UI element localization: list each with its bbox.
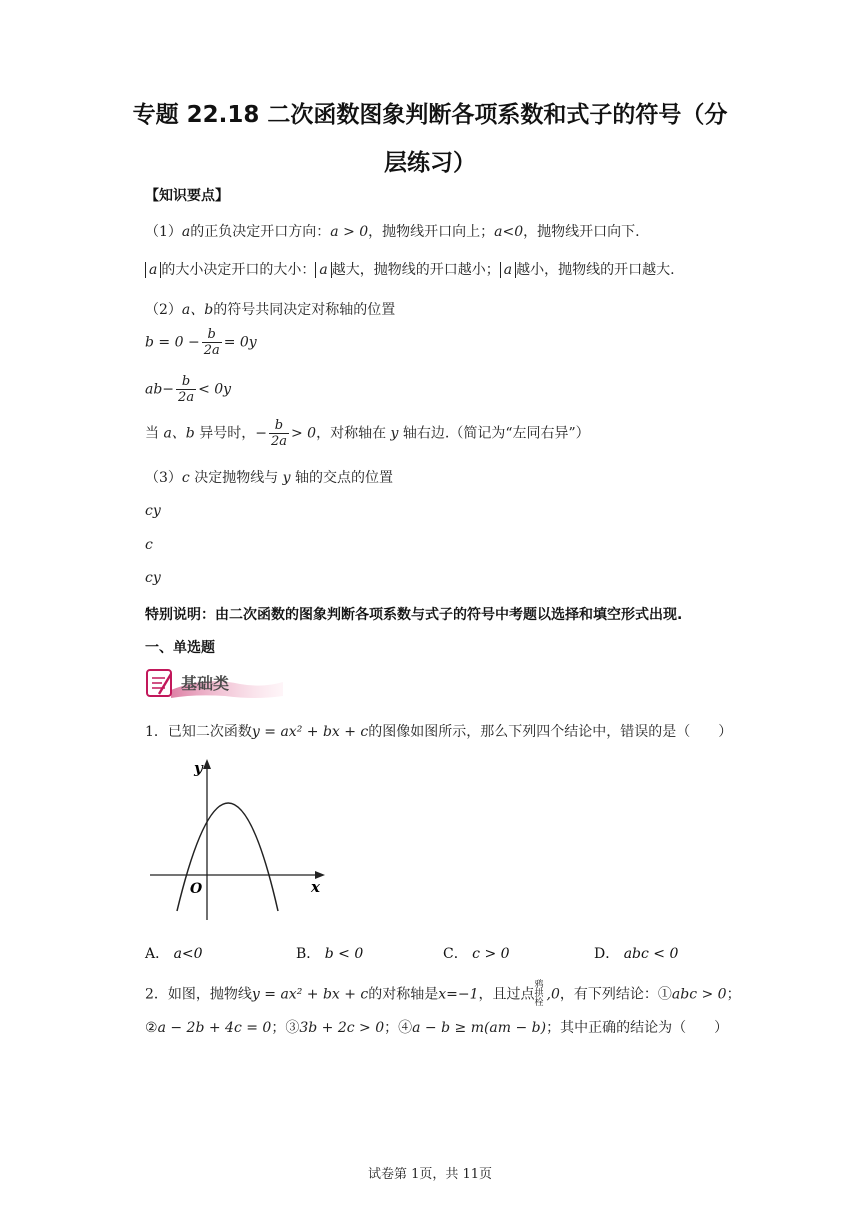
p3-prefix: （3） <box>145 470 182 486</box>
q2-mid: 的对称轴是 <box>368 986 439 1003</box>
p2c-text3: ，对称轴在 <box>316 425 391 442</box>
q2-sep1: ； <box>726 986 741 1003</box>
knowledge-p2 <box>145 299 395 319</box>
graph-x-label: x <box>311 878 320 896</box>
eq1-den: 2a <box>203 343 220 358</box>
q2-mid2: ，且过点 <box>478 986 535 1003</box>
p2-prefix: （2） <box>145 302 182 318</box>
page-title-line2: 层练习） <box>384 150 476 176</box>
p2c-cond: > 0 <box>290 425 317 442</box>
knowledge-p3 <box>145 467 393 487</box>
eq2-num: b <box>176 374 196 390</box>
p3-var-c: c <box>181 470 190 486</box>
p1-text3: ，抛物线开口向下. <box>523 224 640 240</box>
p2c-text4: 轴右边.（简记为“左同右异”） <box>398 425 590 442</box>
q1-option-a-text: a<0 <box>173 946 203 962</box>
p1-text1: 的正负决定开口方向： <box>190 224 331 240</box>
q1-stem-prefix: 1．已知二次函数 <box>145 724 252 740</box>
p2c-num: b <box>269 418 289 434</box>
q1-stem-suffix: 的图像如图所示，那么下列四个结论中，错误的是（ ） <box>368 724 733 740</box>
p3-text2: 轴的交点的位置 <box>290 470 394 486</box>
special-note: 特别说明：由二次函数的图象判断各项系数与式子的符号中考题以选择和填空形式出现. <box>145 607 683 623</box>
q2-axis: x=−1 <box>438 986 479 1003</box>
q2-sep3: ；④ <box>384 1020 413 1036</box>
p2c-text1: 当 <box>145 425 164 442</box>
page-footer: 试卷第 1页，共 11页 <box>367 1167 493 1182</box>
p2c-fraction <box>269 418 289 449</box>
eq2-right: < 0y <box>198 381 232 398</box>
q2-conclusion-3: 3b + 2c > 0 <box>299 1020 385 1036</box>
eq1-fraction <box>202 327 222 358</box>
graph-origin-label: O <box>190 881 203 897</box>
question-2-line-1 <box>145 981 741 1008</box>
q2-formula: y = ax² + bx + c <box>251 986 369 1003</box>
q2-suffix2: ；其中正确的结论为（ ） <box>546 1020 729 1036</box>
p2c-den: 2a <box>270 434 287 449</box>
knowledge-p2c <box>145 418 590 449</box>
q1-formula: y = ax² + bx + c <box>251 724 369 740</box>
p1b-text1: 的大小决定开口的大小： <box>161 262 316 278</box>
q1-option-c-letter: C． <box>443 946 468 962</box>
eq2-left: ab− <box>145 381 175 398</box>
formula-stub-3: cy <box>145 570 161 586</box>
q1-option-d[interactable] <box>594 943 678 963</box>
p2c-neg: − <box>255 425 267 442</box>
q1-option-b-text: b < 0 <box>324 946 364 962</box>
basic-category-banner <box>145 666 285 702</box>
equation-1 <box>145 327 257 358</box>
q1-option-a-letter: A． <box>145 946 170 962</box>
abs-a-1: a <box>145 262 161 278</box>
q1-option-d-text: abc < 0 <box>623 946 679 962</box>
p1-cond1: a > 0 <box>330 224 369 240</box>
p1-var-a: a <box>181 224 191 240</box>
p2-text: 的符号共同决定对称轴的位置 <box>213 302 396 318</box>
q2-suffix1: ，有下列结论：① <box>559 986 672 1003</box>
p1-prefix: （1） <box>145 224 182 240</box>
eq2-den: 2a <box>178 390 195 405</box>
eq1-num: b <box>202 327 222 343</box>
q2-conclusion-1: abc > 0 <box>671 986 727 1003</box>
question-1-graph <box>145 755 330 925</box>
eq2-fraction <box>176 374 196 405</box>
page-title-line1: 专题 22.18 二次函数图象判断各项系数和式子的符号（分 <box>132 102 728 128</box>
eq1-left: b = 0 − <box>145 334 200 351</box>
knowledge-p1b <box>145 259 675 279</box>
q1-option-b[interactable] <box>296 943 363 963</box>
q1-option-c-text: c > 0 <box>472 946 510 962</box>
p1b-text3: 越小，抛物线的开口越大. <box>516 262 675 278</box>
y-axis-arrow-icon <box>203 759 211 769</box>
knowledge-heading: 【知识要点】 <box>145 188 229 204</box>
section-heading: 一、单选题 <box>145 640 215 656</box>
p2c-vars: a、b <box>163 425 195 442</box>
graph-y-label: y <box>194 759 203 777</box>
p1-cond2: a<0 <box>494 224 524 240</box>
p1b-text2: 越大，抛物线的开口越小； <box>331 262 500 278</box>
eq1-right: = 0y <box>223 334 257 351</box>
formula-stub-1: cy <box>145 503 161 519</box>
q2-conclusion-4: a − b ≥ m(am − b) <box>412 1020 547 1036</box>
question-1-stem <box>145 721 732 741</box>
p1-text2: ，抛物线开口向上； <box>368 224 495 240</box>
p2c-text2: 异号时， <box>194 425 256 442</box>
q2-sep2: ；③ <box>271 1020 300 1036</box>
p2c-var-y: y <box>390 425 399 442</box>
equation-2 <box>145 374 231 405</box>
abs-a-3: a <box>500 262 516 278</box>
banner-label: 基础类 <box>181 674 230 693</box>
q1-option-c[interactable] <box>443 943 510 963</box>
q2-prefix: 2．如图，抛物线 <box>145 986 252 1003</box>
q2-point-tail: ,0 <box>546 986 560 1003</box>
p2-vars: a、b <box>181 302 214 318</box>
formula-stub-2: c <box>145 537 153 553</box>
q2-conclusion-2: a − 2b + 4c = 0 <box>157 1020 272 1036</box>
q2-c2-mark: ② <box>145 1020 158 1036</box>
q1-option-a[interactable] <box>145 943 203 963</box>
q2-point-garbled: 鸦拱栓 <box>534 980 544 1008</box>
knowledge-p1 <box>145 221 640 241</box>
p3-text1: 决定抛物线与 <box>189 470 283 486</box>
abs-a-2: a <box>315 262 331 278</box>
p3-var-y: y <box>282 470 291 486</box>
q1-option-b-letter: B． <box>296 946 321 962</box>
quill-icon <box>147 670 171 696</box>
question-2-line-2 <box>145 1017 728 1037</box>
q1-option-d-letter: D． <box>594 946 620 962</box>
